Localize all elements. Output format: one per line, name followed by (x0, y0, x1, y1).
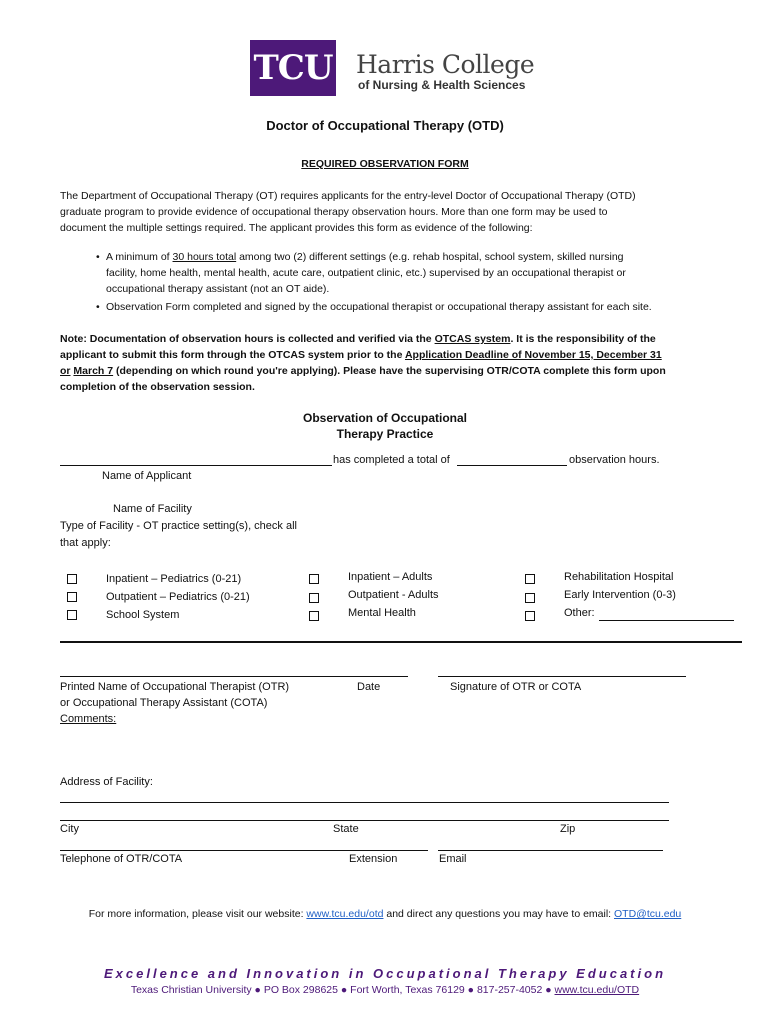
college-name: Harris College (356, 50, 535, 79)
checkbox-outpatient-adults[interactable] (309, 593, 319, 603)
tcu-logo: TCU (250, 40, 336, 96)
requirement-bullet-form: • Observation Form completed and signed by the occupational therapist or occupational therapy assistant for each site. (106, 299, 726, 315)
motto: Excellence and Innovation in Occupational Therapy Education (103, 966, 667, 981)
other-input-line[interactable] (599, 620, 734, 621)
checkbox-inpatient-pediatrics[interactable] (67, 574, 77, 584)
option-rehabilitation-hospital: Rehabilitation Hospital (564, 571, 674, 583)
telephone-line[interactable] (60, 850, 428, 851)
email-line[interactable] (438, 850, 663, 851)
requirement-bullet-hours: • A minimum of 30 hours total among two (2) different settings (e.g. rehab hospital, school system, skilled nursing facility, home health, mental health, acute care, outpatient clinic, etc.) supervised by an occupational therapist or occupational therapy assistant (not an OT aide). (106, 249, 726, 297)
option-inpatient-adults: Inpatient – Adults (348, 571, 433, 583)
section-divider (60, 641, 742, 643)
extension-label: Extension (349, 853, 398, 865)
name-of-applicant-label: Name of Applicant (102, 470, 192, 482)
option-school-system: School System (106, 609, 180, 621)
printed-name-label-2: or Occupational Therapy Assistant (COTA) (60, 697, 268, 709)
address-line-1[interactable] (60, 802, 669, 803)
checkbox-early-intervention[interactable] (525, 593, 535, 603)
checkbox-other[interactable] (525, 611, 535, 621)
name-of-facility-label: Name of Facility (113, 503, 192, 515)
website-link[interactable]: www.tcu.edu/otd (306, 908, 384, 920)
observation-heading: Observation of Occupational Therapy Practice (302, 411, 468, 441)
option-early-intervention: Early Intervention (0-3) (564, 589, 676, 601)
info-line: For more information, please visit our website: www.tcu.edu/otd and direct any questions you may have to email: OTD@tcu.edu (88, 908, 682, 920)
type-of-facility-label-2: that apply: (60, 537, 111, 549)
option-other: Other: (564, 607, 595, 619)
applicant-name-line[interactable] (60, 465, 332, 466)
checkbox-school-system[interactable] (67, 610, 77, 620)
printed-name-label: Printed Name of Occupational Therapist (OTR) (60, 681, 290, 693)
date-label: Date (357, 681, 381, 693)
option-outpatient-adults: Outpatient - Adults (348, 589, 439, 601)
option-mental-health: Mental Health (348, 607, 416, 619)
comments-label: Comments: (60, 713, 117, 725)
contact-line: Texas Christian University ● PO Box 298625 ● Fort Worth, Texas 76129 ● 817-257-4052 ● www.tcu.edu/OTD (130, 984, 640, 996)
checkbox-mental-health[interactable] (309, 611, 319, 621)
address-line-2[interactable] (60, 820, 669, 821)
address-label: Address of Facility: (60, 776, 153, 788)
hours-line[interactable] (457, 465, 567, 466)
note-paragraph: Note: Documentation of observation hours is collected and verified via the OTCAS system. It is the responsibility of the applicant to submit this form through the OTCAS system prior to the Application Deadline of November 15, December 31 or March 7 (depending on which round you're applying). Please have the supervising OTR/COTA complete this form upon completion of the observation session. (60, 333, 666, 393)
observation-hours-label: observation hours. (569, 454, 660, 466)
document-title: Doctor of Occupational Therapy (OTD) (266, 118, 504, 133)
checkbox-inpatient-adults[interactable] (309, 574, 319, 584)
option-outpatient-pediatrics: Outpatient – Pediatrics (0-21) (106, 591, 250, 603)
checkbox-rehabilitation-hospital[interactable] (525, 574, 535, 584)
printed-name-line[interactable] (60, 676, 408, 677)
footer-website-link[interactable]: www.tcu.edu/OTD (554, 984, 640, 996)
checkbox-outpatient-pediatrics[interactable] (67, 592, 77, 602)
college-subtitle: of Nursing & Health Sciences (358, 78, 526, 92)
zip-label: Zip (560, 823, 576, 835)
form-title: REQUIRED OBSERVATION FORM (301, 158, 469, 170)
city-label: City (60, 823, 79, 835)
email-link[interactable]: OTD@tcu.edu (614, 908, 682, 920)
otcas-link[interactable]: OTCAS system (434, 333, 511, 345)
intro-paragraph: The Department of Occupational Therapy (OT) requires applicants for the entry-level Doctor of Occupational Therapy (OTD) graduate program to provide evidence of occupational therapy observation hours. More than one form may be used to document the multiple settings required. The applicant provides this form as evidence of the following: (60, 190, 636, 234)
state-label: State (333, 823, 359, 835)
option-inpatient-pediatrics: Inpatient – Pediatrics (0-21) (106, 573, 242, 585)
signature-label: Signature of OTR or COTA (450, 681, 582, 693)
signature-line[interactable] (438, 676, 686, 677)
telephone-label: Telephone of OTR/COTA (60, 853, 183, 865)
type-of-facility-label: Type of Facility - OT practice setting(s), check all (60, 520, 297, 532)
has-completed-label: has completed a total of (333, 454, 450, 466)
email-label: Email (439, 853, 467, 865)
